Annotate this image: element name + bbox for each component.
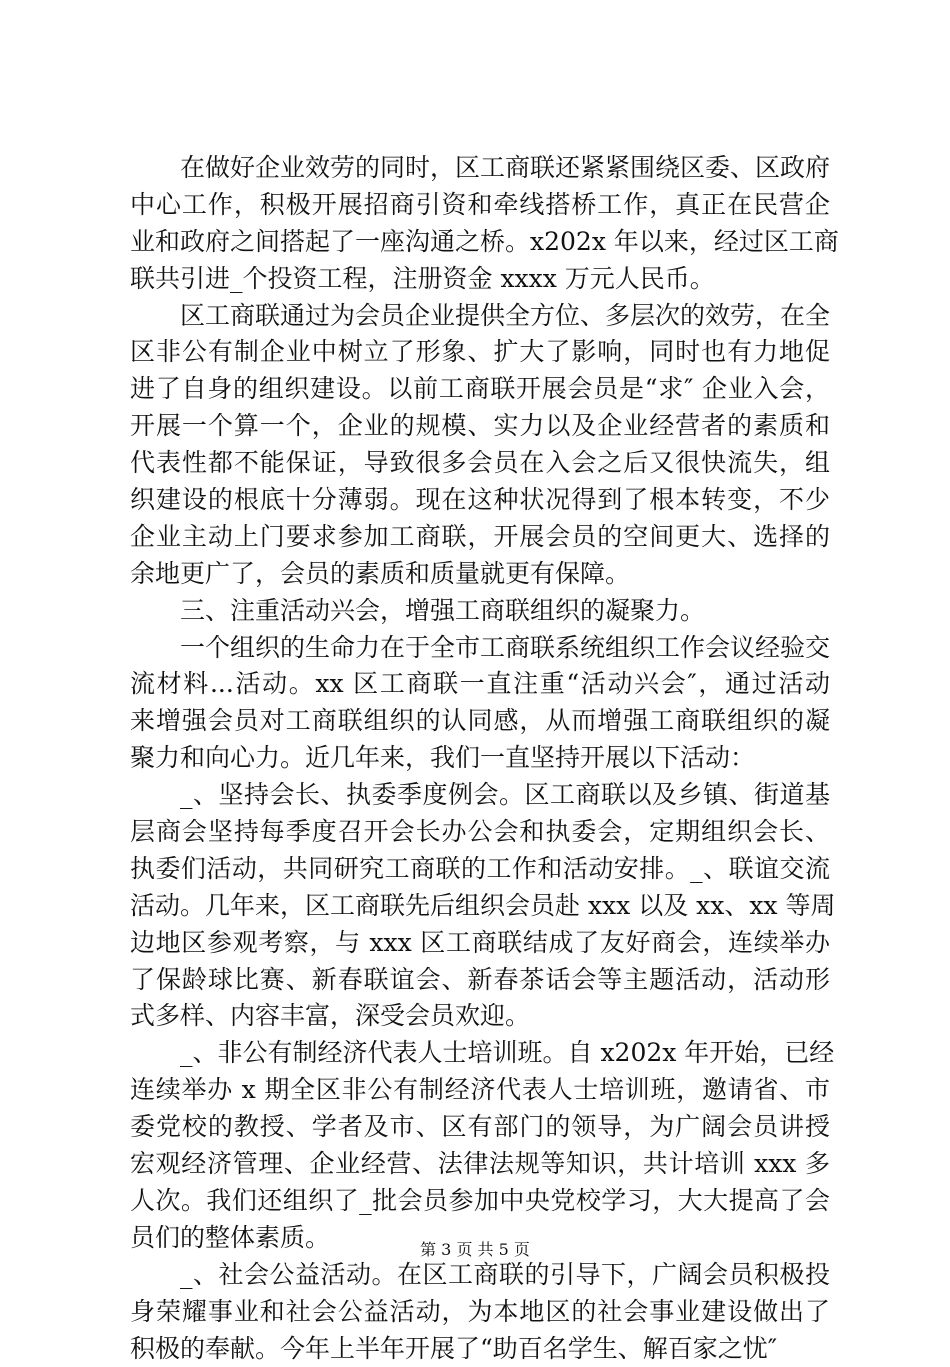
paragraph-p5: [130, 777, 830, 1035]
text-line: 委党校的教授、学者及市、区有部门的领导，为广阔会员讲授: [130, 1109, 830, 1146]
text-line: 织建设的根底十分薄弱。现在这种状况得到了根本转变，不少: [130, 482, 830, 519]
text-line: _、坚持会长、执委季度例会。区工商联以及乡镇、街道基: [130, 777, 830, 814]
text-line: 进了自身的组织建设。以前工商联开展会员是“求″ 企业入会，: [130, 371, 830, 408]
paragraph-p1: [130, 150, 830, 298]
text-line: 企业主动上门要求参加工商联，开展会员的空间更大、选择的: [130, 519, 830, 556]
text-line: 连续举办 x 期全区非公有制经济代表人士培训班，邀请省、市: [130, 1072, 830, 1109]
text-line: 活动。几年来，区工商联先后组织会员赴 xxx 以及 xx、xx 等周: [130, 888, 830, 925]
text-line: 开展一个算一个，企业的规模、实力以及企业经营者的素质和: [130, 408, 830, 445]
text-line: 联共引进_个投资工程，注册资金 xxxx 万元人民币。: [130, 261, 830, 298]
text-line: 积极的奉献。今年上半年开展了“助百名学生、解百家之忧″: [130, 1331, 830, 1367]
paragraph-p6: [130, 1035, 830, 1256]
text-line: 人次。我们还组织了_批会员参加中央党校学习，大大提高了会: [130, 1183, 830, 1220]
document-body: [130, 150, 830, 1367]
text-line: 聚力和向心力。近几年来，我们一直坚持开展以下活动：: [130, 740, 830, 777]
text-line: 流材料...活动。xx 区工商联一直注重“活动兴会″，通过活动: [130, 666, 830, 703]
text-line: 身荣耀事业和社会公益活动，为本地区的社会事业建设做出了: [130, 1294, 830, 1331]
text-line: 来增强会员对工商联组织的认同感，从而增强工商联组织的凝: [130, 703, 830, 740]
text-line: _、社会公益活动。在区工商联的引导下，广阔会员积极投: [130, 1257, 830, 1294]
text-line: 代表性都不能保证，导致很多会员在入会之后又很快流失，组: [130, 445, 830, 482]
text-line: 余地更广了，会员的素质和质量就更有保障。: [130, 556, 830, 593]
text-line: 三、注重活动兴会，增强工商联组织的凝聚力。: [130, 593, 830, 630]
paragraph-p3: [130, 593, 830, 630]
text-line: 员们的整体素质。: [130, 1220, 830, 1257]
text-line: 层商会坚持每季度召开会长办公会和执委会，定期组织会长、: [130, 814, 830, 851]
text-line: 区工商联通过为会员企业提供全方位、多层次的效劳，在全: [130, 298, 830, 335]
paragraph-p7: [130, 1257, 830, 1367]
paragraph-p2: [130, 298, 830, 593]
text-line: _、非公有制经济代表人士培训班。自 x202x 年开始，已经: [130, 1035, 830, 1072]
text-line: 区非公有制企业中树立了形象、扩大了影响，同时也有力地促: [130, 334, 830, 371]
text-line: 式多样、内容丰富，深受会员欢迎。: [130, 998, 830, 1035]
paragraph-p4: [130, 630, 830, 778]
text-line: 宏观经济管理、企业经营、法律法规等知识，共计培训 xxx 多: [130, 1146, 830, 1183]
text-line: 在做好企业效劳的同时，区工商联还紧紧围绕区委、区政府: [130, 150, 830, 187]
text-line: 执委们活动，共同研究工商联的工作和活动安排。_、联谊交流: [130, 851, 830, 888]
page-footer: 第 3 页 共 5 页: [0, 1240, 950, 1260]
text-line: 中心工作，积极开展招商引资和牵线搭桥工作，真正在民营企: [130, 187, 830, 224]
text-line: 业和政府之间搭起了一座沟通之桥。x202x 年以来，经过区工商: [130, 224, 830, 261]
text-line: 了保龄球比赛、新春联谊会、新春茶话会等主题活动，活动形: [130, 962, 830, 999]
text-line: 一个组织的生命力在于全市工商联系统组织工作会议经验交: [130, 630, 830, 667]
text-line: 边地区参观考察，与 xxx 区工商联结成了友好商会，连续举办: [130, 925, 830, 962]
